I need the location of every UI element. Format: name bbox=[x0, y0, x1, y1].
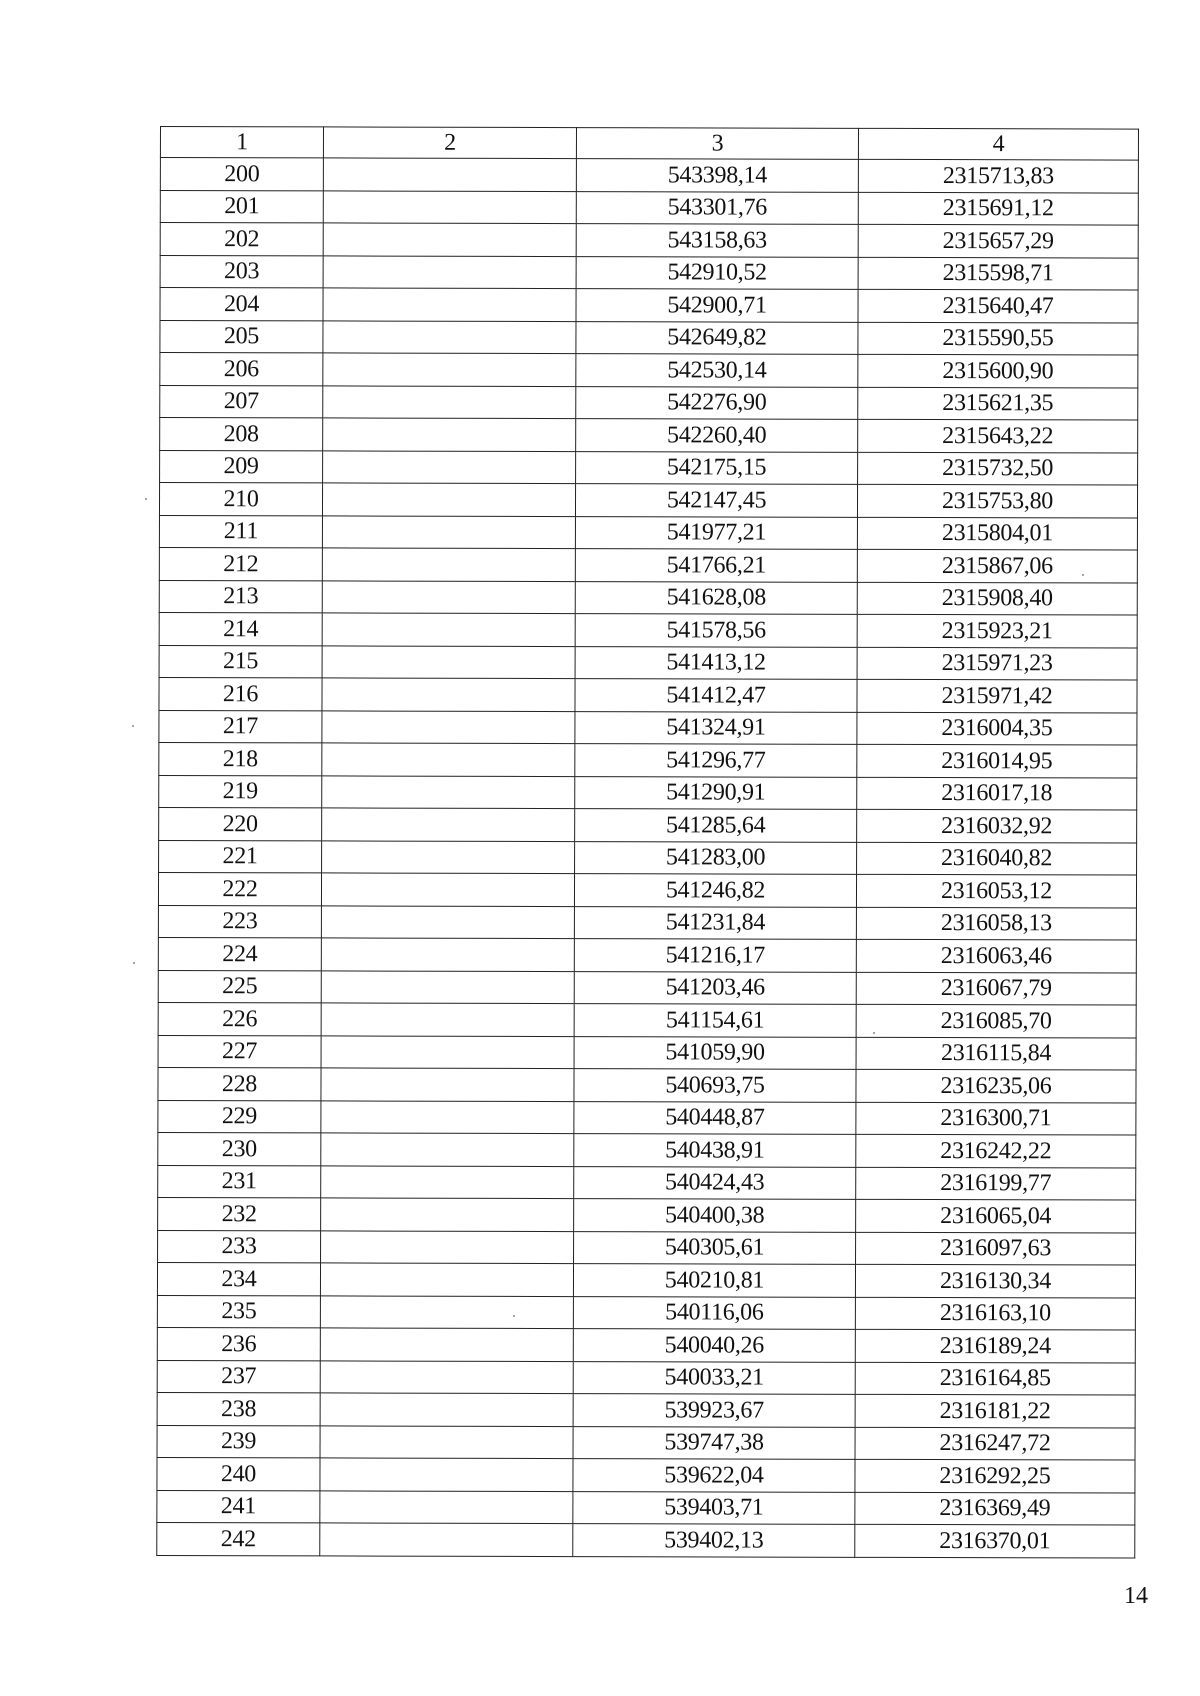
blank-cell bbox=[320, 1263, 573, 1296]
x-coordinate-cell: 541324,91 bbox=[575, 711, 857, 744]
x-coordinate-cell: 540424,43 bbox=[574, 1166, 856, 1199]
blank-cell bbox=[321, 873, 574, 906]
blank-cell bbox=[322, 580, 575, 613]
blank-cell bbox=[321, 938, 574, 971]
table-row bbox=[160, 288, 1138, 323]
y-coordinate-cell: 2315971,42 bbox=[857, 679, 1137, 712]
point-number-cell: 208 bbox=[160, 418, 323, 451]
blank-cell bbox=[322, 483, 575, 516]
point-number-cell: 226 bbox=[158, 1002, 321, 1035]
x-coordinate-cell: 539923,67 bbox=[573, 1394, 855, 1427]
table-row bbox=[160, 190, 1138, 225]
blank-cell bbox=[321, 970, 574, 1003]
x-coordinate-cell: 539402,13 bbox=[573, 1524, 855, 1557]
x-coordinate-cell: 542910,52 bbox=[576, 256, 858, 289]
table-row bbox=[158, 1165, 1136, 1200]
blank-cell bbox=[321, 1035, 574, 1068]
table-row bbox=[158, 1197, 1136, 1232]
blank-cell bbox=[320, 1295, 573, 1328]
y-coordinate-cell: 2316085,70 bbox=[856, 1004, 1136, 1037]
y-coordinate-cell: 2315598,71 bbox=[858, 257, 1138, 290]
blank-cell bbox=[323, 385, 576, 418]
table-row bbox=[159, 840, 1137, 875]
table-row bbox=[158, 937, 1136, 972]
blank-cell bbox=[323, 190, 576, 223]
scan-speck bbox=[1082, 574, 1084, 576]
table-row bbox=[158, 1132, 1136, 1167]
blank-cell bbox=[323, 320, 576, 353]
x-coordinate-cell: 540210,81 bbox=[573, 1264, 855, 1297]
point-number-cell: 203 bbox=[160, 255, 323, 288]
point-number-cell: 211 bbox=[159, 515, 322, 548]
table-row bbox=[159, 483, 1137, 518]
y-coordinate-cell: 2316097,63 bbox=[856, 1232, 1136, 1265]
header-col-4: 4 bbox=[858, 128, 1138, 160]
table-row bbox=[160, 255, 1138, 290]
table-row bbox=[157, 1327, 1135, 1362]
y-coordinate-cell: 2316053,12 bbox=[856, 874, 1136, 907]
point-number-cell: 212 bbox=[159, 547, 322, 580]
header-row bbox=[160, 127, 1138, 161]
x-coordinate-cell: 542147,45 bbox=[575, 484, 857, 517]
y-coordinate-cell: 2315640,47 bbox=[858, 289, 1138, 322]
blank-cell bbox=[322, 613, 575, 646]
y-coordinate-cell: 2315804,01 bbox=[857, 517, 1137, 550]
scan-speck bbox=[513, 1315, 515, 1317]
blank-cell bbox=[323, 288, 576, 321]
x-coordinate-cell: 542649,82 bbox=[576, 321, 858, 354]
y-coordinate-cell: 2316065,04 bbox=[856, 1199, 1136, 1232]
y-coordinate-cell: 2316370,01 bbox=[855, 1524, 1135, 1557]
y-coordinate-cell: 2315657,29 bbox=[858, 224, 1138, 257]
x-coordinate-cell: 542530,14 bbox=[576, 354, 858, 387]
y-coordinate-cell: 2316242,22 bbox=[856, 1134, 1136, 1167]
x-coordinate-cell: 540116,06 bbox=[573, 1296, 855, 1329]
x-coordinate-cell: 542260,40 bbox=[576, 419, 858, 452]
table-row bbox=[159, 612, 1137, 647]
point-number-cell: 236 bbox=[157, 1327, 320, 1360]
y-coordinate-cell: 2316014,95 bbox=[857, 744, 1137, 777]
x-coordinate-cell: 541283,00 bbox=[575, 841, 857, 874]
y-coordinate-cell: 2315590,55 bbox=[858, 322, 1138, 355]
scan-speck bbox=[133, 962, 135, 964]
table-row bbox=[158, 970, 1136, 1005]
blank-cell bbox=[322, 743, 575, 776]
table-body bbox=[157, 158, 1139, 1558]
table-row bbox=[158, 1002, 1136, 1037]
point-number-cell: 237 bbox=[157, 1360, 320, 1393]
y-coordinate-cell: 2316163,10 bbox=[855, 1297, 1135, 1330]
x-coordinate-cell: 541154,61 bbox=[574, 1004, 856, 1037]
page-number: 14 bbox=[1124, 1583, 1148, 1609]
blank-cell bbox=[322, 548, 575, 581]
point-number-cell: 239 bbox=[157, 1425, 320, 1458]
point-number-cell: 229 bbox=[158, 1100, 321, 1133]
blank-cell bbox=[321, 1003, 574, 1036]
table-row bbox=[158, 1035, 1136, 1070]
point-number-cell: 241 bbox=[157, 1490, 320, 1523]
point-number-cell: 202 bbox=[160, 223, 323, 256]
blank-cell bbox=[323, 450, 576, 483]
x-coordinate-cell: 540438,91 bbox=[574, 1134, 856, 1167]
y-coordinate-cell: 2316189,24 bbox=[855, 1329, 1135, 1362]
point-number-cell: 227 bbox=[158, 1035, 321, 1068]
table-row bbox=[159, 515, 1137, 550]
point-number-cell: 221 bbox=[159, 840, 322, 873]
blank-cell bbox=[321, 1100, 574, 1133]
y-coordinate-cell: 2315753,80 bbox=[857, 484, 1137, 517]
table-row bbox=[158, 872, 1136, 907]
table-row bbox=[159, 645, 1137, 680]
x-coordinate-cell: 541246,82 bbox=[574, 874, 856, 907]
point-number-cell: 209 bbox=[160, 450, 323, 483]
point-number-cell: 240 bbox=[157, 1457, 320, 1490]
table-row bbox=[157, 1425, 1135, 1460]
point-number-cell: 217 bbox=[159, 710, 322, 743]
table-row bbox=[157, 1295, 1135, 1330]
x-coordinate-cell: 540040,26 bbox=[573, 1329, 855, 1362]
x-coordinate-cell: 541766,21 bbox=[575, 549, 857, 582]
point-number-cell: 234 bbox=[157, 1262, 320, 1295]
point-number-cell: 233 bbox=[158, 1230, 321, 1263]
table-row bbox=[157, 1360, 1135, 1395]
y-coordinate-cell: 2315923,21 bbox=[857, 614, 1137, 647]
x-coordinate-cell: 541977,21 bbox=[575, 516, 857, 549]
table-row bbox=[157, 1392, 1135, 1427]
blank-cell bbox=[320, 1490, 573, 1523]
y-coordinate-cell: 2316063,46 bbox=[856, 939, 1136, 972]
table-row bbox=[157, 1522, 1135, 1557]
y-coordinate-cell: 2316067,79 bbox=[856, 972, 1136, 1005]
y-coordinate-cell: 2315600,90 bbox=[858, 354, 1138, 387]
y-coordinate-cell: 2316181,22 bbox=[855, 1394, 1135, 1427]
x-coordinate-cell: 543158,63 bbox=[576, 224, 858, 257]
point-number-cell: 218 bbox=[159, 742, 322, 775]
table-row bbox=[159, 547, 1137, 582]
point-number-cell: 204 bbox=[160, 288, 323, 321]
table-row bbox=[159, 775, 1137, 810]
table-row bbox=[158, 1100, 1136, 1135]
table-row bbox=[157, 1490, 1135, 1525]
table-row bbox=[158, 1067, 1136, 1102]
point-number-cell: 222 bbox=[158, 872, 321, 905]
table-row bbox=[157, 1262, 1135, 1297]
table-row bbox=[160, 353, 1138, 388]
point-number-cell: 220 bbox=[159, 807, 322, 840]
x-coordinate-cell: 543398,14 bbox=[576, 159, 858, 192]
blank-cell bbox=[323, 255, 576, 288]
point-number-cell: 215 bbox=[159, 645, 322, 678]
y-coordinate-cell: 2316040,82 bbox=[857, 842, 1137, 875]
point-number-cell: 210 bbox=[159, 483, 322, 516]
y-coordinate-cell: 2315867,06 bbox=[857, 549, 1137, 582]
blank-cell bbox=[322, 515, 575, 548]
table-row bbox=[159, 807, 1137, 842]
y-coordinate-cell: 2316199,77 bbox=[856, 1167, 1136, 1200]
table-row bbox=[158, 1230, 1136, 1265]
blank-cell bbox=[321, 1230, 574, 1263]
x-coordinate-cell: 541290,91 bbox=[575, 776, 857, 809]
table-row bbox=[159, 742, 1137, 777]
point-number-cell: 238 bbox=[157, 1392, 320, 1425]
blank-cell bbox=[321, 1198, 574, 1231]
table-row bbox=[159, 710, 1137, 745]
y-coordinate-cell: 2315713,83 bbox=[858, 159, 1138, 192]
x-coordinate-cell: 541412,47 bbox=[575, 679, 857, 712]
y-coordinate-cell: 2316164,85 bbox=[855, 1362, 1135, 1395]
x-coordinate-cell: 541059,90 bbox=[574, 1036, 856, 1069]
y-coordinate-cell: 2315621,35 bbox=[858, 387, 1138, 420]
header-col-2: 2 bbox=[323, 127, 576, 159]
table-row bbox=[160, 418, 1138, 453]
y-coordinate-cell: 2316004,35 bbox=[857, 712, 1137, 745]
point-number-cell: 205 bbox=[160, 320, 323, 353]
x-coordinate-cell: 541231,84 bbox=[574, 906, 856, 939]
point-number-cell: 223 bbox=[158, 905, 321, 938]
x-coordinate-cell: 541578,56 bbox=[575, 614, 857, 647]
point-number-cell: 201 bbox=[160, 190, 323, 223]
y-coordinate-cell: 2316292,25 bbox=[855, 1459, 1135, 1492]
blank-cell bbox=[323, 418, 576, 451]
y-coordinate-cell: 2316115,84 bbox=[856, 1037, 1136, 1070]
x-coordinate-cell: 540448,87 bbox=[574, 1101, 856, 1134]
point-number-cell: 207 bbox=[160, 385, 323, 418]
blank-cell bbox=[321, 1133, 574, 1166]
y-coordinate-cell: 2316130,34 bbox=[855, 1264, 1135, 1297]
header-col-3: 3 bbox=[576, 128, 858, 160]
y-coordinate-cell: 2316235,06 bbox=[856, 1069, 1136, 1102]
blank-cell bbox=[322, 808, 575, 841]
blank-cell bbox=[320, 1425, 573, 1458]
point-number-cell: 230 bbox=[158, 1132, 321, 1165]
point-number-cell: 219 bbox=[159, 775, 322, 808]
scan-speck bbox=[132, 725, 134, 727]
x-coordinate-cell: 541203,46 bbox=[574, 971, 856, 1004]
x-coordinate-cell: 540305,61 bbox=[574, 1231, 856, 1264]
table-row bbox=[159, 580, 1137, 615]
scan-speck bbox=[873, 1032, 875, 1034]
header-col-1: 1 bbox=[160, 127, 323, 158]
blank-cell bbox=[322, 775, 575, 808]
y-coordinate-cell: 2315643,22 bbox=[858, 419, 1138, 452]
blank-cell bbox=[323, 353, 576, 386]
coordinates-table bbox=[156, 126, 1139, 1558]
blank-cell bbox=[323, 158, 576, 191]
y-coordinate-cell: 2316247,72 bbox=[855, 1427, 1135, 1460]
point-number-cell: 213 bbox=[159, 580, 322, 613]
x-coordinate-cell: 543301,76 bbox=[576, 191, 858, 224]
x-coordinate-cell: 539747,38 bbox=[573, 1426, 855, 1459]
blank-cell bbox=[322, 710, 575, 743]
blank-cell bbox=[320, 1360, 573, 1393]
table-row bbox=[160, 320, 1138, 355]
blank-cell bbox=[322, 840, 575, 873]
point-number-cell: 235 bbox=[157, 1295, 320, 1328]
y-coordinate-cell: 2316017,18 bbox=[857, 777, 1137, 810]
table-row bbox=[158, 905, 1136, 940]
y-coordinate-cell: 2316300,71 bbox=[856, 1102, 1136, 1135]
x-coordinate-cell: 540693,75 bbox=[574, 1069, 856, 1102]
x-coordinate-cell: 541628,08 bbox=[575, 581, 857, 614]
point-number-cell: 231 bbox=[158, 1165, 321, 1198]
x-coordinate-cell: 540033,21 bbox=[573, 1361, 855, 1394]
scan-speck bbox=[145, 498, 147, 500]
point-number-cell: 224 bbox=[158, 937, 321, 970]
point-number-cell: 228 bbox=[158, 1067, 321, 1100]
y-coordinate-cell: 2315691,12 bbox=[858, 192, 1138, 225]
blank-cell bbox=[322, 678, 575, 711]
blank-cell bbox=[321, 1068, 574, 1101]
blank-cell bbox=[320, 1393, 573, 1426]
x-coordinate-cell: 540400,38 bbox=[574, 1199, 856, 1232]
x-coordinate-cell: 541296,77 bbox=[575, 744, 857, 777]
blank-cell bbox=[323, 223, 576, 256]
point-number-cell: 216 bbox=[159, 677, 322, 710]
table-header bbox=[160, 127, 1138, 161]
y-coordinate-cell: 2316032,92 bbox=[857, 809, 1137, 842]
x-coordinate-cell: 539403,71 bbox=[573, 1491, 855, 1524]
point-number-cell: 200 bbox=[160, 158, 323, 191]
point-number-cell: 206 bbox=[160, 353, 323, 386]
table-row bbox=[159, 677, 1137, 712]
blank-cell bbox=[320, 1328, 573, 1361]
table-row bbox=[160, 158, 1138, 193]
y-coordinate-cell: 2315971,23 bbox=[857, 647, 1137, 680]
blank-cell bbox=[321, 1165, 574, 1198]
table-row bbox=[160, 385, 1138, 420]
blank-cell bbox=[321, 905, 574, 938]
blank-cell bbox=[322, 645, 575, 678]
y-coordinate-cell: 2315732,50 bbox=[858, 452, 1138, 485]
x-coordinate-cell: 542175,15 bbox=[576, 451, 858, 484]
y-coordinate-cell: 2315908,40 bbox=[857, 582, 1137, 615]
x-coordinate-cell: 541413,12 bbox=[575, 646, 857, 679]
x-coordinate-cell: 541285,64 bbox=[575, 809, 857, 842]
x-coordinate-cell: 542276,90 bbox=[576, 386, 858, 419]
point-number-cell: 214 bbox=[159, 612, 322, 645]
blank-cell bbox=[320, 1458, 573, 1491]
x-coordinate-cell: 539622,04 bbox=[573, 1459, 855, 1492]
table-row bbox=[160, 450, 1138, 485]
x-coordinate-cell: 542900,71 bbox=[576, 289, 858, 322]
blank-cell bbox=[320, 1523, 573, 1556]
point-number-cell: 242 bbox=[157, 1522, 320, 1555]
table-row bbox=[157, 1457, 1135, 1492]
y-coordinate-cell: 2316058,13 bbox=[856, 907, 1136, 940]
table-row bbox=[160, 223, 1138, 258]
point-number-cell: 232 bbox=[158, 1197, 321, 1230]
x-coordinate-cell: 541216,17 bbox=[574, 939, 856, 972]
point-number-cell: 225 bbox=[158, 970, 321, 1003]
y-coordinate-cell: 2316369,49 bbox=[855, 1492, 1135, 1525]
